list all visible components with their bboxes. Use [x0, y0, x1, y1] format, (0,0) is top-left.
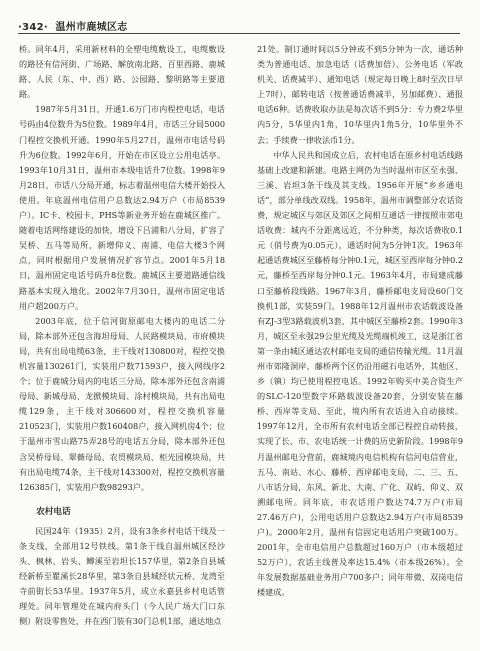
paragraph-2003: 2003年底，位于信河街原邮电大楼内的电话二分局，除本部外还包含海坦母局、人民路模块局、市府模块局，共有出局电缆63条，主干线对130800对，程控交换机容量130261门，实装用户数71593户，接入网线序2个；位于鹿城分局内的电话三分局，除本部外还包含南浦母局、新城母局、龙掀模块局、涂村模块局，共有出局电缆129条，主干线对306600对，程控交换机容量210523门，实装用户数160408户，接入网机房4个；位于温州市雪山路75弄28号的电话五分局，除本部外还包含吴桥母局、翠薇母局、农贸模块局、柜光园模块局，共有出局电缆74条，主干线对143300对，程控交换机容量126385门，实装用户数98293户。 [19, 315, 225, 492]
section-title-rural-telephone: 农村电话 [36, 506, 71, 517]
page-number: ·342· [18, 22, 48, 33]
left-column [19, 42, 225, 629]
paragraph-prc-era: 中华人民共和国成立后，农村电话在原乡村电话线路基础上改建和新建。电路主网仍为当时温州市区至永强、三溪、岩坦3条干线及其支线。1956年开展“乡乡通电话”，部分单线改双线。1958年，温州市调整部分农话资费，规定城区与郊区及郊区之间相互通话一律按照市郊电话收费：城内不分距离远近，不分种类，每次话费收0.1元（俏号费为0.05元），通话时间为5分钟1次。1963年起通话费城区至藤桥每分钟0.1元，城区至西岸每分钟0.2元，藤桥至西岸每分钟0.1元。1963年4月，市局建成藤口至藤桥段线路。1967年3月，藤桥邮电支局设60门交换机1部，实装59门。1988年12月温州市农话载波设备有ZJ-3型3路载波机3套，其中城区至藤桥2套。1990年3月，城区至永强29公里光缆及光缆端机竣工，这是浙江省第一条由城区通达农村邮电支局的通信传输光缆。11月温州市郊隆洞岸、藤桥两个区仍沿用磁石电话外，其他区、乡（镇）均已使用程控电话。1992年购买中美合资生产的SLC-120型数字环路载波设备20套，分别安装在藤桥、西岸等支局、至此，境内所有农话进入自动接续。1997年12月，全市所有农村电话全部已程控自动转接，实现了长、市、农电话统一计费的历史新阶段。1998年9月温州邮电分营前，鹿城境内电信机构有信河电信营业，五马、南站、水心、藤桥、西岸邮电支局，二、三、五、八市话分局，东风、新北、大南、广化、双屿、仰义、双溯邮电所。同年底，市农话用户数达74.7万户(市局27.46万户)，公用电话用户总数达2.94万户(市局8539户)。2000年2月，温州有信固定电话用户突破100万。2001年，全市电信用户总数超过160万户（市本级超过52万户），农话主线普及率达15.4%（市本级26%）。全年发展数据基础业务用户700多户；同年带微、双岗电信楼建成。 [257, 149, 463, 598]
page-header [18, 18, 462, 33]
book-title: 温州市鹿城区志 [55, 22, 128, 33]
right-column [257, 42, 463, 600]
paragraph-1935: 民国24年（1935）2月，设有3条乡村电话干线及一条支线，全部用12号铁线。第1条干线自温州城区经沙头、枫林、岩头、鲫溪至岩坦长157华里，第2条自县城经新桥至瞿溪长28华里，第3条自县城经状元桥、龙湾至寺前街长53华里。1937年5月，成立永嘉县乡村电话管理处。同年管理处在城内府头门（今人民广场大门口东侧）附设零售处，并在西门装有30门总机1部，通达地点 [19, 525, 225, 627]
header-rule [18, 33, 460, 34]
paragraph-1987: 1987年5月31日，开通1.6万门市内程控电话，电话号码由4位数升为5位数。1989年4月，市话三分局5000门程控交换机开通。1990年5月27日，温州市电话号码升为6位数。1992年6月，开始在市区设立公用电话亭。1993年10月31日，温州市本级电话升7位数。1998年9月28日，市话八分局开通，标志着温州电信大楼开始投入使用。年底温州电信用户总数达2.94万户（市局8539户）。IC卡、校园卡、PHS等新业务开始在鹿城区推广。随着电话网络建设的加快，增设下吕浦和八分局，扩容了吴桥、五马等局所，新增仰义、南浦、电信大楼3个网点，同时根据用户发展情况扩容节点。2001年5月18日，温州固定电话号码升8位数。鹿城区主要道路通信线路基本实现入地化。2002年7月30日，温州市固定电话用户超200万户。 [19, 104, 225, 311]
paragraph-continued: 21处。制订通时间以5分钟或不到5分钟为一次，通话种类为普通电话、加急电话（话费加倍）、公务电话（军政机关、话费减半）、通知电话（规定每日晚上8时至次日早上7时），邮转电话（按普通话费减半，另加邮费）、通报电话6种。话费收取办法是每次话不到5分：专力费2华里内5分，5华里内1角，10华里内1角5分，10华里外不去；手续费一律收法币1分。 [257, 44, 463, 145]
paragraph-intro: 桥。同年4月，采用新材料的全塑电缆敷设工，电缆敷设的路径有信河街、广场路、解放南北路、百里西路、鹿城路、人民（东、中、西）路、公园路、黎明路等主要道路。 [19, 44, 225, 100]
